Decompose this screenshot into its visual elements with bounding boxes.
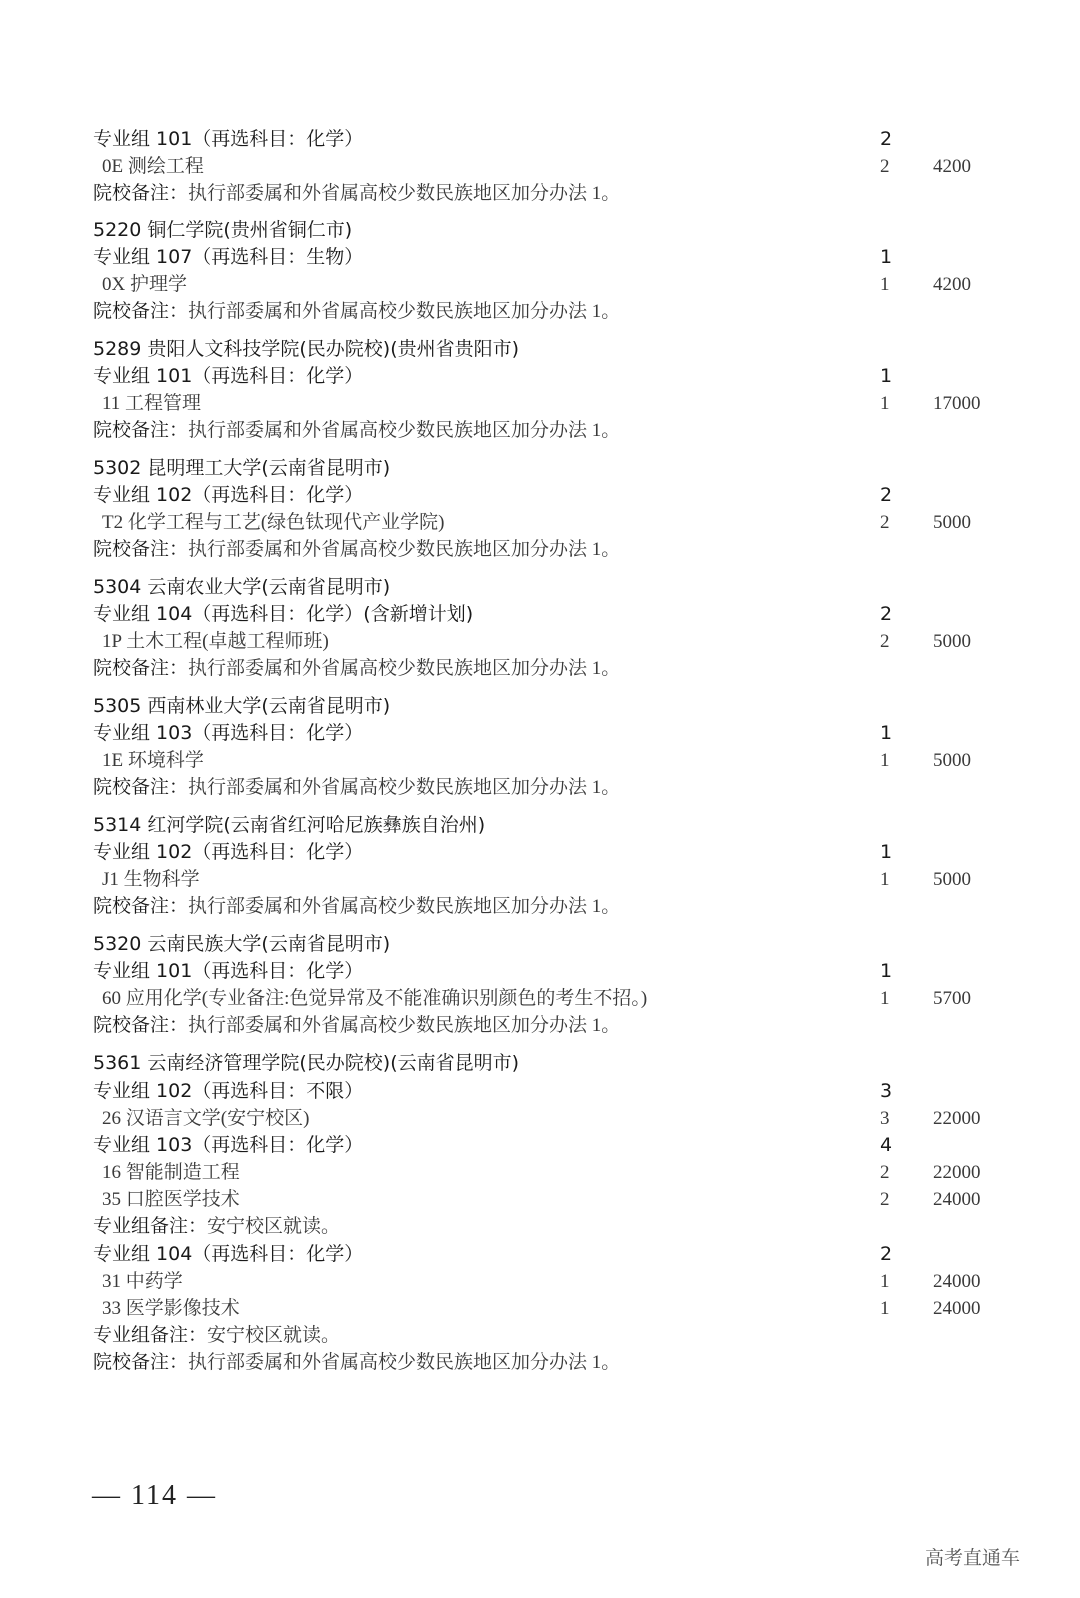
group-title: 专业组 107（再选科目：生物） [93,246,364,268]
school-note: 院校备注：执行部委属和外省属高校少数民族地区加分办法 1。 [93,895,621,917]
major-row [0,509,1080,536]
major-group-row [0,244,1080,271]
school-note-row [0,1349,1080,1376]
major-group-row [0,839,1080,866]
school-name: 5314 红河学院(云南省红河哈尼族彝族自治州) [93,814,486,836]
school-note: 院校备注：执行部委属和外省属高校少数民族地区加分办法 1。 [93,657,621,679]
group-plan-count: 1 [880,246,893,268]
major-plan-count: 2 [880,1189,890,1210]
major-name: 1E 环境科学 [102,750,204,771]
major-row [0,1186,1080,1213]
school-row [0,574,1080,601]
school-row [0,336,1080,363]
note-label: 院校备注： [93,776,189,798]
major-tuition: 24000 [933,1189,981,1210]
major-tuition: 22000 [933,1108,981,1129]
note-label: 专业组备注： [93,1324,208,1346]
group-plan-count: 3 [880,1080,893,1102]
group-title: 专业组 103（再选科目：化学） [93,722,364,744]
major-group-row [0,958,1080,985]
school-note: 院校备注：执行部委属和外省属高校少数民族地区加分办法 1。 [93,1014,621,1036]
note-label: 院校备注： [93,1014,189,1036]
group-title: 专业组 102（再选科目：化学） [93,841,364,863]
school-row [0,217,1080,244]
group-plan-count: 2 [880,1243,893,1265]
major-tuition: 24000 [933,1298,981,1319]
school-name: 5302 昆明理工大学(云南省昆明市) [93,457,391,479]
group-plan-count: 1 [880,960,893,982]
school-name: 5220 铜仁学院(贵州省铜仁市) [93,219,353,241]
school-note-row [0,298,1080,325]
major-row [0,1105,1080,1132]
group-title: 专业组 102（再选科目：化学） [93,484,364,506]
major-name: 0E 测绘工程 [102,156,204,177]
major-plan-count: 1 [880,869,890,890]
page-number: — 114 — [92,1480,217,1511]
major-group-row [0,1078,1080,1105]
school-name: 5361 云南经济管理学院(民办院校)(云南省昆明市) [93,1052,520,1074]
group-plan-count: 2 [880,484,893,506]
group-plan-count: 2 [880,603,893,625]
group-plan-count: 1 [880,841,893,863]
major-name: 35 口腔医学技术 [102,1189,240,1210]
major-name: 31 中药学 [102,1271,183,1292]
note-label: 院校备注： [93,657,189,679]
major-name: 1P 土木工程(卓越工程师班) [102,631,329,652]
major-tuition: 22000 [933,1162,981,1183]
major-tuition: 5000 [933,631,971,652]
major-plan-count: 1 [880,988,890,1009]
group-title: 专业组 101（再选科目：化学） [93,365,364,387]
major-group-row [0,601,1080,628]
school-row [0,812,1080,839]
major-row [0,390,1080,417]
major-row [0,866,1080,893]
major-plan-count: 1 [880,393,890,414]
major-row [0,271,1080,298]
major-row [0,628,1080,655]
group-plan-count: 1 [880,722,893,744]
major-tuition: 4200 [933,274,971,295]
major-group-row [0,720,1080,747]
major-plan-count: 1 [880,1271,890,1292]
group-plan-count: 4 [880,1134,893,1156]
note-label: 专业组备注： [93,1215,208,1237]
group-note-row [0,1322,1080,1349]
school-note: 院校备注：执行部委属和外省属高校少数民族地区加分办法 1。 [93,182,621,204]
note-label: 院校备注： [93,182,189,204]
major-plan-count: 1 [880,1298,890,1319]
major-plan-count: 2 [880,156,890,177]
school-name: 5289 贵阳人文科技学院(民办院校)(贵州省贵阳市) [93,338,520,360]
school-note-row [0,893,1080,920]
major-row [0,1295,1080,1322]
group-title: 专业组 101（再选科目：化学） [93,960,364,982]
group-title: 专业组 103（再选科目：化学） [93,1134,364,1156]
school-row [0,931,1080,958]
school-name: 5304 云南农业大学(云南省昆明市) [93,576,391,598]
school-note-row [0,180,1080,207]
school-note: 院校备注：执行部委属和外省属高校少数民族地区加分办法 1。 [93,538,621,560]
major-plan-count: 2 [880,512,890,533]
major-tuition: 5000 [933,869,971,890]
group-title: 专业组 101（再选科目：化学） [93,128,364,150]
group-title: 专业组 104（再选科目：化学） [93,1243,364,1265]
major-group-row [0,363,1080,390]
note-label: 院校备注： [93,419,189,441]
major-name: 26 汉语言文学(安宁校区) [102,1108,310,1129]
school-note: 院校备注：执行部委属和外省属高校少数民族地区加分办法 1。 [93,419,621,441]
major-row [0,1159,1080,1186]
note-label: 院校备注： [93,895,189,917]
school-name: 5305 西南林业大学(云南省昆明市) [93,695,391,717]
major-name: J1 生物科学 [102,869,200,890]
group-plan-count: 1 [880,365,893,387]
major-tuition: 5000 [933,750,971,771]
group-title: 专业组 102（再选科目：不限） [93,1080,364,1102]
major-group-row [0,126,1080,153]
major-plan-count: 1 [880,750,890,771]
major-group-row [0,1241,1080,1268]
major-name: 16 智能制造工程 [102,1162,240,1183]
school-note: 院校备注：执行部委属和外省属高校少数民族地区加分办法 1。 [93,300,621,322]
school-row [0,455,1080,482]
school-note-row [0,655,1080,682]
major-row [0,985,1080,1012]
school-name: 5320 云南民族大学(云南省昆明市) [93,933,391,955]
major-name: 0X 护理学 [102,274,187,295]
major-row [0,1268,1080,1295]
school-note-row [0,774,1080,801]
major-plan-count: 2 [880,631,890,652]
major-name: T2 化学工程与工艺(绿色钛现代产业学院) [102,512,445,533]
school-note: 院校备注：执行部委属和外省属高校少数民族地区加分办法 1。 [93,776,621,798]
major-row [0,747,1080,774]
major-tuition: 4200 [933,156,971,177]
note-label: 院校备注： [93,538,189,560]
major-name: 33 医学影像技术 [102,1298,240,1319]
school-row [0,1050,1080,1077]
group-note: 专业组备注：安宁校区就读。 [93,1215,341,1237]
major-name: 60 应用化学(专业备注:色觉异常及不能准确识别颜色的考生不招。) [102,988,648,1009]
major-name: 11 工程管理 [102,393,202,414]
group-note: 专业组备注：安宁校区就读。 [93,1324,341,1346]
major-tuition: 24000 [933,1271,981,1292]
major-tuition: 5000 [933,512,971,533]
watermark-label: 高考直通车 [925,1547,1021,1569]
major-tuition: 17000 [933,393,981,414]
school-row [0,693,1080,720]
school-note-row [0,536,1080,563]
school-note-row [0,417,1080,444]
major-plan-count: 2 [880,1162,890,1183]
major-row [0,153,1080,180]
major-tuition: 5700 [933,988,971,1009]
major-plan-count: 1 [880,274,890,295]
note-label: 院校备注： [93,1351,189,1373]
note-label: 院校备注： [93,300,189,322]
major-group-row [0,482,1080,509]
school-note-row [0,1012,1080,1039]
major-plan-count: 3 [880,1108,890,1129]
group-note-row [0,1213,1080,1240]
school-note: 院校备注：执行部委属和外省属高校少数民族地区加分办法 1。 [93,1351,621,1373]
group-title: 专业组 104（再选科目：化学）(含新增计划) [93,603,474,625]
group-plan-count: 2 [880,128,893,150]
major-group-row [0,1132,1080,1159]
